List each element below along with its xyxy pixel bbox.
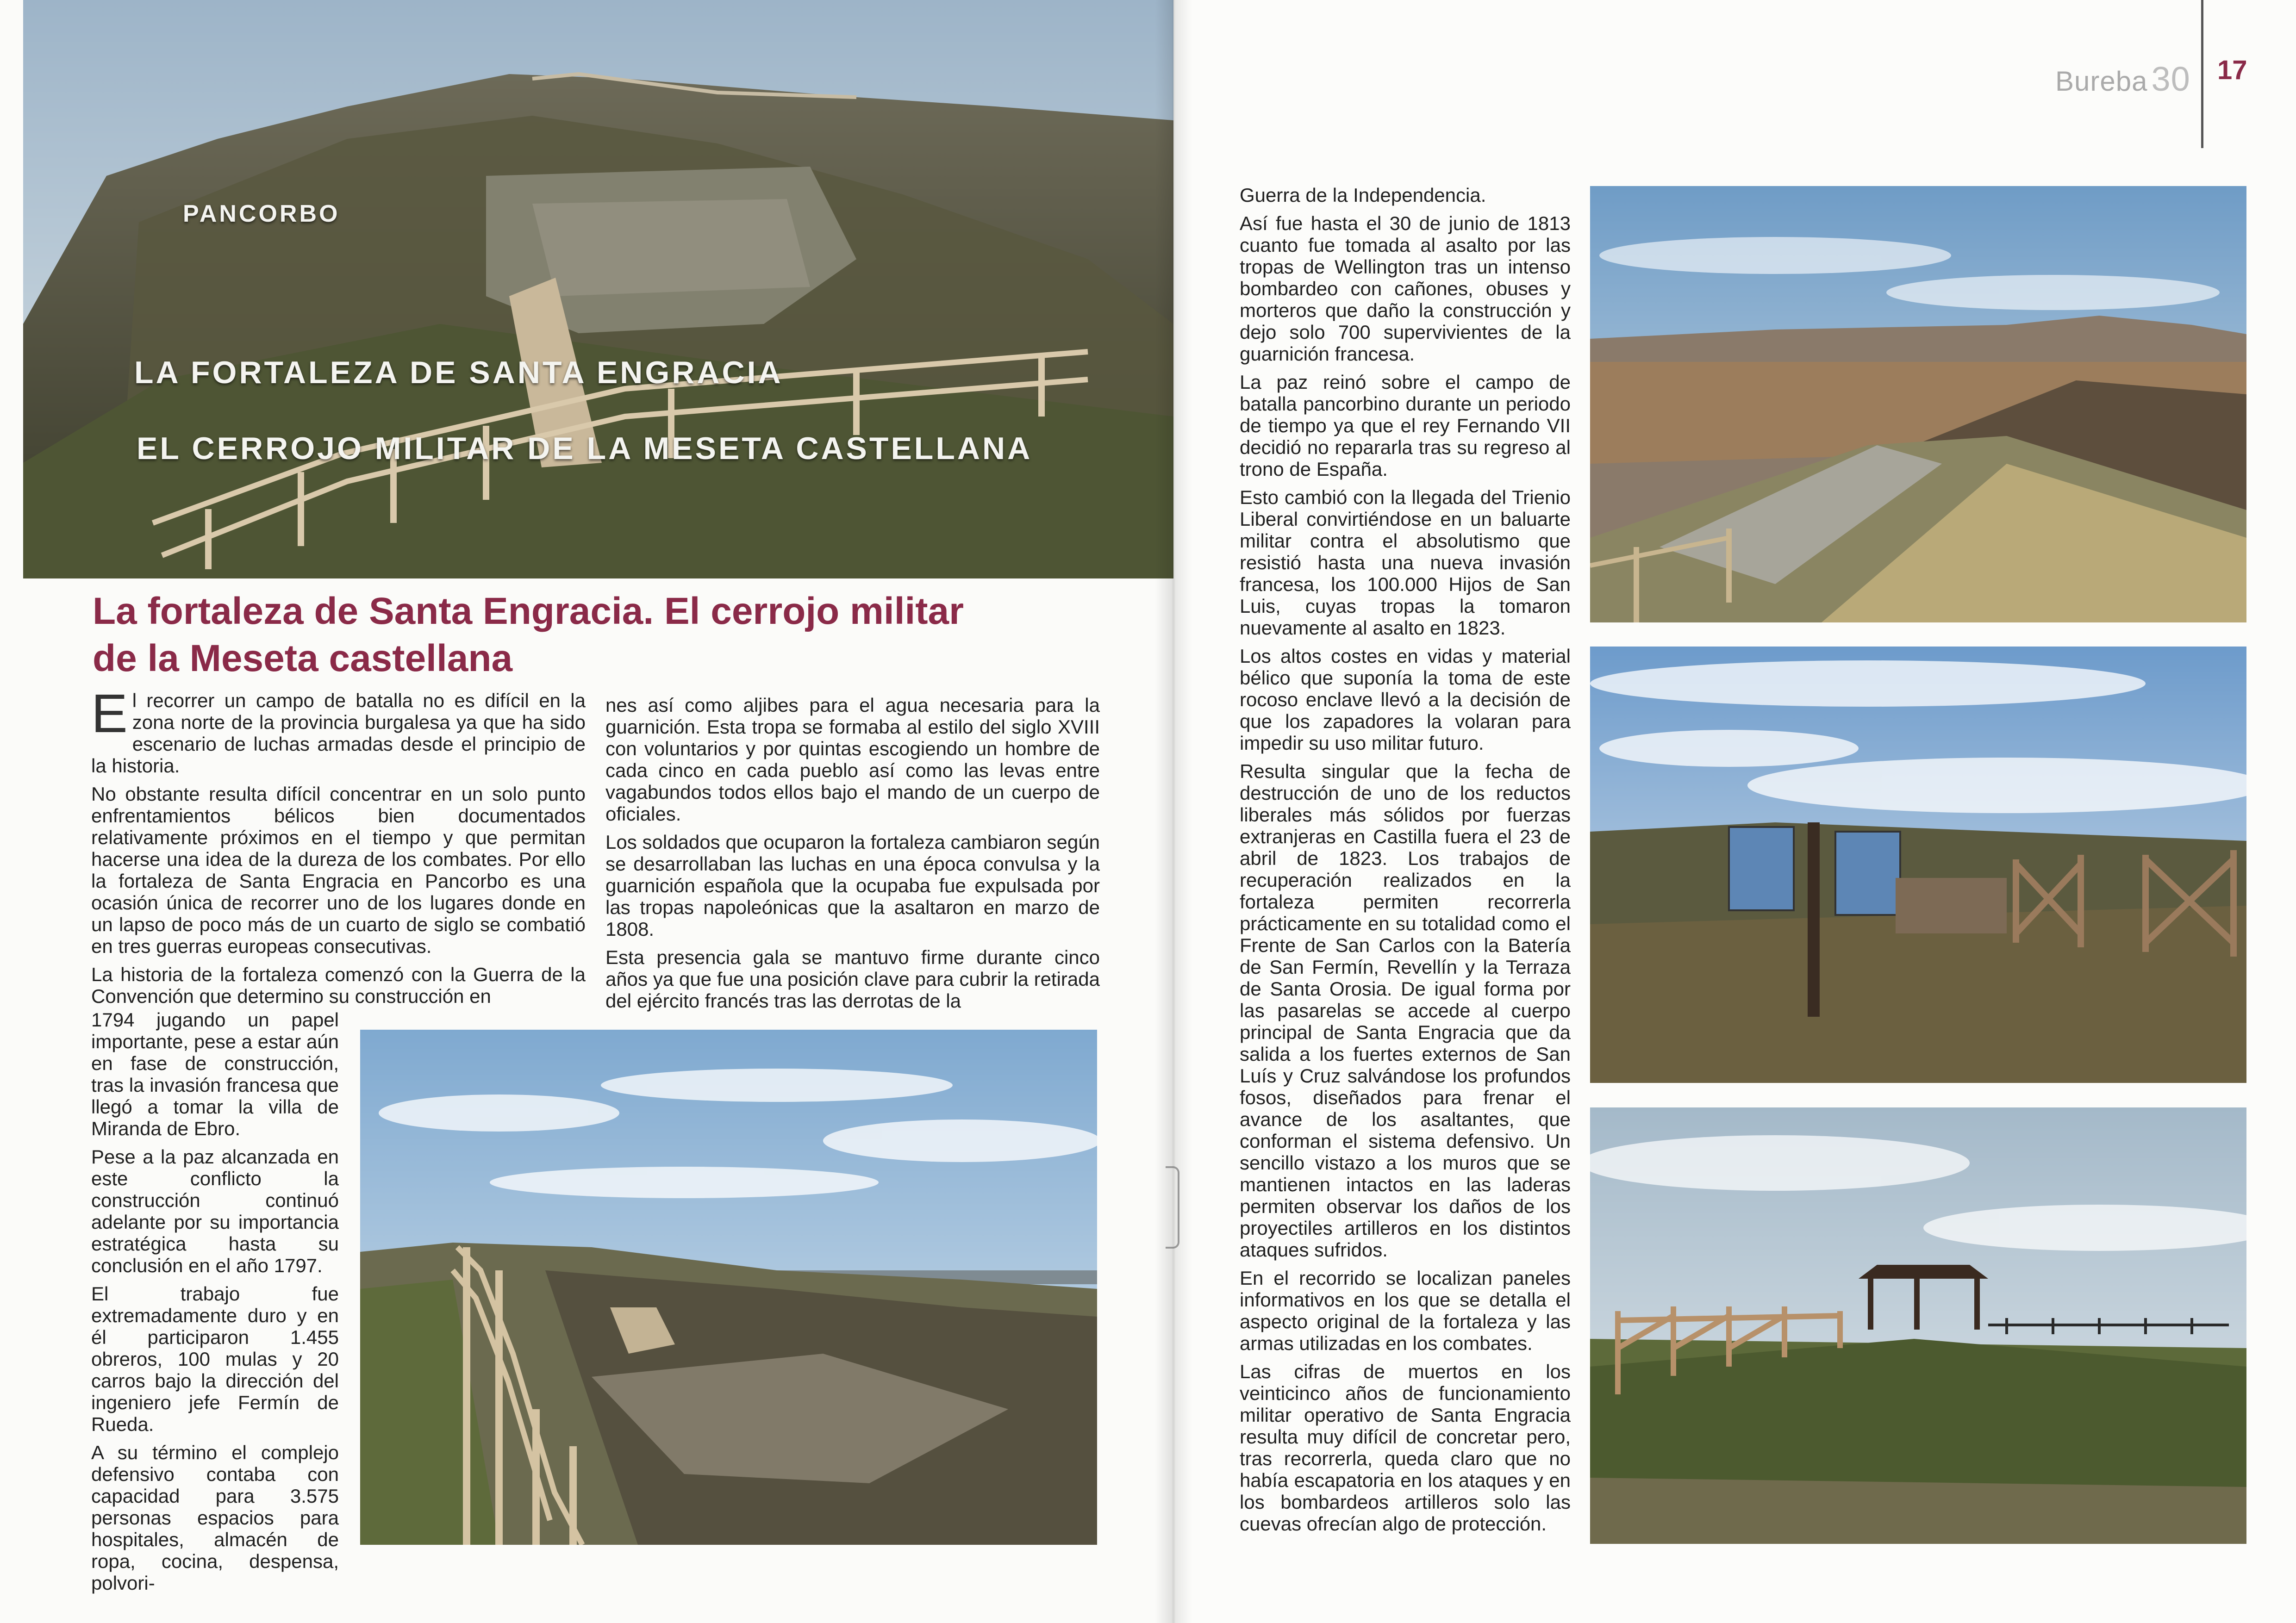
binding-staple (1166, 1166, 1179, 1249)
page-gutter (1155, 0, 1192, 1623)
col3-paragraph-3: La paz reinó sobre el campo de batalla pancorbino durante un periodo de tiempo ya que el rey Fernando VII decidió no repararla tras su regreso al trono de España. (1240, 371, 1571, 480)
col3-paragraph-7: En el recorrido se localizan paneles informativos en los que se detalla el aspecto original de la fortaleza y las armas utilizadas en los combates. (1240, 1267, 1571, 1354)
headline-line2: de la Meseta castellana (93, 637, 513, 679)
col3-paragraph-8: Las cifras de muertos en los veinticinco años de funcionamiento militar operativo de Santa Engracia resulta muy difícil de concretar pero, tras recorrerla, queda claro que no había escapatoria en los ataques y en los bombardeos artilleros solo las cuevas ofrecían algo de protección. (1240, 1361, 1571, 1535)
header-divider (2201, 0, 2203, 148)
headline-line1: La fortaleza de Santa Engracia. El cerrojo militar (93, 590, 964, 632)
hero-photo (23, 0, 1173, 578)
col1-paragraph-2: No obstante resulta difícil concentrar en un solo punto enfrentamientos bélicos bien documentados relativamente próximos en el tiempo y que permitan hacerse una idea de la dureza de los combates. Por ello la fortaleza de Santa Engracia en Pancorbo es una ocasión única de recorrer uno de los lugares donde en un lapso de poco más de un cuarto de siglo se combatió en tres guerras europeas consecutivas. (91, 783, 586, 957)
hero-title-line1: LA FORTALEZA DE SANTA ENGRACIA (134, 355, 783, 390)
photo-info-panels-image (1590, 647, 2246, 1083)
photo-info-panels (1590, 647, 2246, 1083)
brand-name: Bureba (2055, 66, 2148, 97)
hero-kicker: PANCORBO (183, 200, 340, 227)
narrow-paragraph-2: Pese a la paz alcanzada en este conflicto la construcción continuó adelante por su importancia estratégica hasta su conclusión en el año 1797. (91, 1146, 339, 1276)
col3-paragraph-2: Así fue hasta el 30 de junio de 1813 cuanto fue tomada al asalto por las tropas de Wellington tras un intenso bombardeo con cañones, obuses y morteros que daño la construcción y dejo solo 700 supervivientes de la guarnición francesa. (1240, 212, 1571, 365)
article-headline (93, 588, 1111, 682)
column-narrow (91, 1009, 339, 1600)
brand-number: 30 (2151, 60, 2190, 98)
narrow-paragraph-4: A su término el complejo defensivo contaba con capacidad para 3.575 personas espacios para hospitales, almacén de ropa, cocina, despensa, polvori- (91, 1442, 339, 1594)
narrow-paragraph-1: 1794 jugando un papel importante, pese a estar aún en fase de construcción, tras la invasión francesa que llegó a tomar la villa de Miranda de Ebro. (91, 1009, 339, 1139)
column-1 (91, 683, 586, 1014)
photo-trench-path (360, 1030, 1097, 1545)
magazine-brand (2055, 59, 2190, 99)
narrow-paragraph-3: El trabajo fue extremadamente duro y en él participaron 1.455 obreros, 100 mulas y 20 carros bajo la dirección del ingeniero jefe Fermín de Rueda. (91, 1283, 339, 1435)
col2-paragraph-3: Esta presencia gala se mantuvo firme durante cinco años ya que fue una posición clave para cubrir la retirada del ejército francés tras las derrotas de la (605, 946, 1100, 1012)
col3-paragraph-5: Los altos costes en vidas y material bélico que suponía la toma de este rocoso enclave llevó a la decisión de que los zapadores la volaran para impedir su uso militar futuro. (1240, 645, 1571, 754)
photo-valley-view-image (1590, 186, 2246, 622)
page-number: 17 (2217, 55, 2247, 85)
col2-paragraph-1: nes así como aljibes para el agua necesaria para la guarnición. Esta tropa se formaba al estilo del siglo XVIII con voluntarios y por quintas escogiendo un hombre de cada cinco en cada pueblo así como las levas entre vagabundos todos ellos bajo el mando de un cuerpo de oficiales. (605, 694, 1100, 825)
hero-photo-image (23, 0, 1173, 578)
hero-title-line2: EL CERROJO MILITAR DE LA MESETA CASTELLANA (137, 431, 1033, 466)
column-2 (605, 694, 1100, 1018)
photo-lookout-shelter-image (1590, 1107, 2246, 1544)
col3-paragraph-6: Resulta singular que la fecha de destrucción de uno de los reductos liberales más sólidos por fuerzas extranjeras en Castilla fuera el 23 de abril de 1823. Los trabajos de recuperación realizados en la fortaleza permiten recorrerla prácticamente en su totalidad como el Frente de San Carlos con la Batería de San Fermín, Revellín y la Terraza de Santa Orosia. De igual forma por las pasarelas se accede al cuerpo principal de Santa Engracia que da salida a los fuertes externos de San Luís y Cruz salvándose los profundos fosos, diseñados para frenar el avance de los asaltantes, que conforman el sistema defensivo. Un sencillo vistazo a los muros que se mantienen intactos en las laderas permiten observar los daños de los proyectiles artilleros en los distintos ataques sufridos. (1240, 760, 1571, 1261)
col1-paragraph-3: La historia de la fortaleza comenzó con la Guerra de la Convención que determino su construcción en (91, 964, 586, 1007)
col3-paragraph-1: Guerra de la Independencia. (1240, 184, 1486, 206)
photo-lookout-shelter (1590, 1107, 2246, 1544)
col2-paragraph-2: Los soldados que ocuparon la fortaleza cambiaron según se desarrollaban las luchas en una época convulsa y la guarnición española que la ocupaba fue expulsada por las tropas napoleónicas que la asaltaron en marzo de 1808. (605, 831, 1100, 940)
col1-paragraph-1: El recorrer un campo de batalla no es difícil en la zona norte de la provincia burgalesa ya que ha sido escenario de luchas armadas desde el principio de la historia. (91, 683, 586, 777)
photo-valley-view (1590, 186, 2246, 622)
photo-trench-path-image (360, 1030, 1097, 1545)
col3-paragraph-4: Esto cambió con la llegada del Trienio Liberal convirtiéndose en un baluarte militar contra el absolutismo que resistió hasta una nueva invasión francesa, los 100.000 Hijos de San Luis, cuyas tropas la tomaron nuevamente al asalto en 1823. (1240, 486, 1571, 639)
column-3 (1240, 184, 1571, 1541)
drop-cap: E (91, 683, 128, 744)
